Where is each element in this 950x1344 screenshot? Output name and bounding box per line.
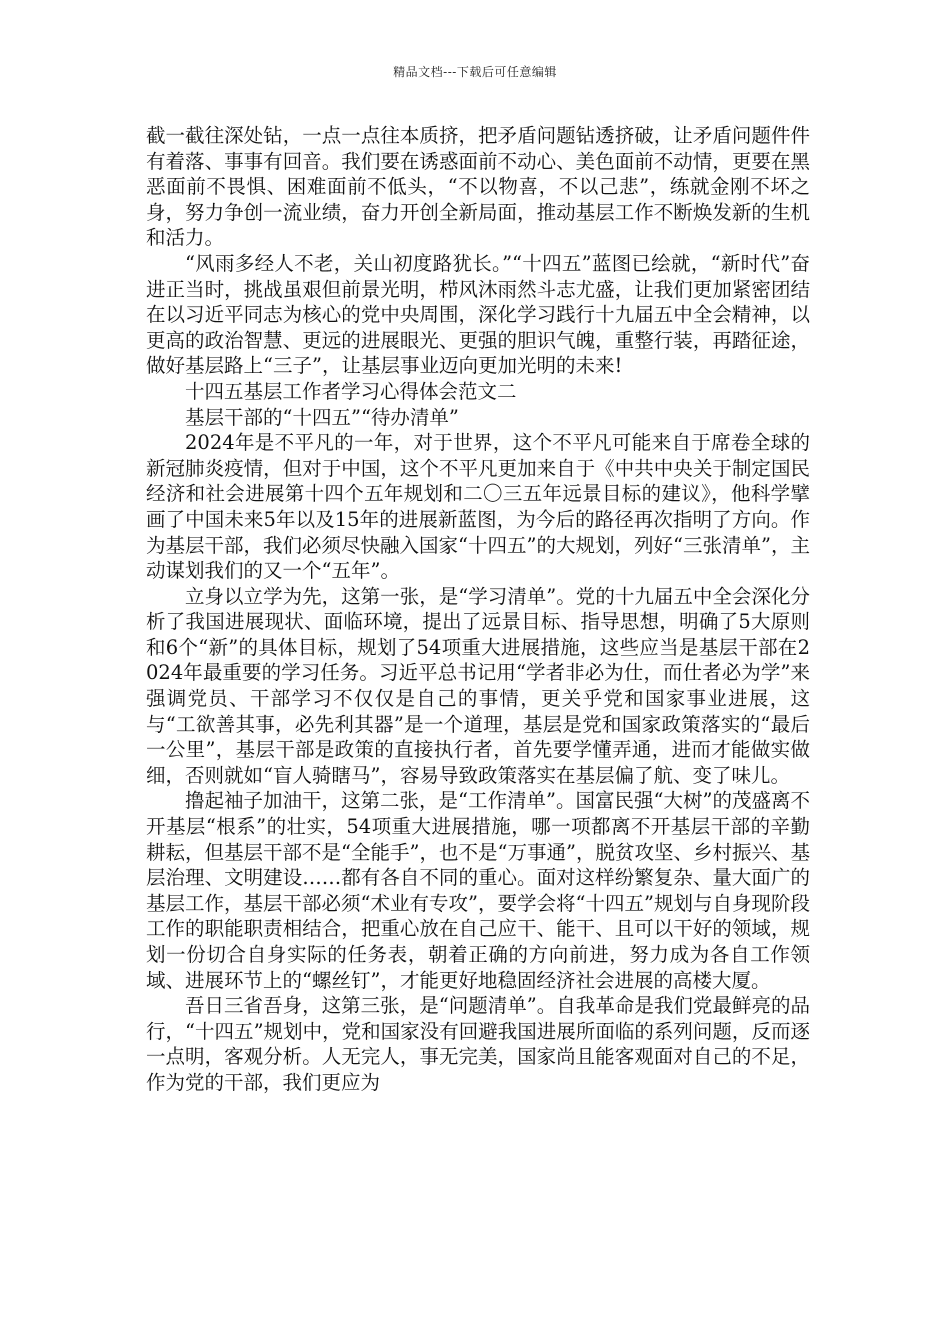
paragraph: 立身以立学为先，这第一张，是“学习清单”。党的十九届五中全会深化分析了我国进展现状、面临环境，提出了远景目标、指导思想，明确了5大原则和6个“新”的具体目标，规划了54项重大进展措施，这些应当是基层干部在2024年最重要的学习任务。习近平总书记用“学者非必为仕，而仕者必为学”来强调党员、干部学习不仅仅是自己的事情，更关乎党和国家事业进展，这与“工欲善其事，必先利其器”是一个道理，基层是党和国家政策落实的“最后一公里”，基层干部是政策的直接执行者，首先要学懂弄通，进而才能做实做细，否则就如“盲人骑瞎马”，容易导致政策落实在基层偏了航、变了味儿。 — [146, 584, 810, 787]
document-body — [146, 123, 810, 1096]
page-header: 精品文档---下载后可任意编辑 — [393, 65, 557, 79]
paragraph: “风雨多经人不老，关山初度路犹长。”“十四五”蓝图已绘就，“新时代”奋进正当时，挑战虽艰但前景光明，栉风沐雨然斗志尤盛，让我们更加紧密团结在以习近平同志为核心的党中央周围，深化学习践行十九届五中全会精神，以更高的政治智慧、更远的进展眼光、更强的胆识气魄，重整行装，再踏征途，做好基层路上“三子”，让基层事业迈向更加光明的未来! — [146, 251, 810, 378]
section-subtitle: 基层干部的“十四五”“待办清单” — [185, 405, 459, 429]
section-title: 十四五基层工作者学习心得体会范文二 — [185, 379, 517, 403]
paragraph: 截一截往深处钻，一点一点往本质挤，把矛盾问题钻透挤破，让矛盾问题件件有着落、事事有回音。我们要在诱惑面前不动心、美色面前不动情，更要在黑恶面前不畏惧、困难面前不低头，“不以物喜，不以己悲”，练就金刚不坏之身，努力争创一流业绩，奋力开创全新局面，推动基层工作不断焕发新的生机和活力。 — [146, 124, 810, 250]
paragraph: 2024年是不平凡的一年，对于世界，这个不平凡可能来自于席卷全球的新冠肺炎疫情，但对于中国，这个不平凡更加来自于《中共中央关于制定国民经济和社会进展第十四个五年规划和二〇三五年远景目标的建议》，他科学擘画了中国未来5年以及15年的进展新蓝图，为今后的路径再次指明了方向。作为基层干部，我们必须尽快融入国家“十四五”的大规划，列好“三张清单”，主动谋划我们的又一个“五年”。 — [146, 431, 810, 583]
paragraph: 吾日三省吾身，这第三张，是“问题清单”。自我革命是我们党最鲜亮的品行，“十四五”规划中，党和国家没有回避我国进展所面临的系列问题，反而逐一点明，客观分析。人无完人，事无完美，国家尚且能客观面对自己的不足，作为党的干部，我们更应为 — [146, 994, 810, 1094]
paragraph: 撸起袖子加油干，这第二张，是“工作清单”。国富民强“大树”的茂盛离不开基层“根系”的壮实，54项重大进展措施，哪一项都离不开基层干部的辛勤耕耘，但基层干部不是“全能手”，也不是“万事通”，脱贫攻坚、乡村振兴、基层治理、文明建设……都有各自不同的重心。面对这样纷繁复杂、量大面广的基层工作，基层干部必须“术业有专攻”，要学会将“十四五”规划与自身现阶段工作的职能职责相结合，把重心放在自己应干、能干、且可以干好的领域，规划一份切合自身实际的任务表，朝着正确的方向前进，努力成为各自工作领域、进展环节上的“螺丝钉”，才能更好地稳固经济社会进展的高楼大厦。 — [146, 789, 810, 992]
